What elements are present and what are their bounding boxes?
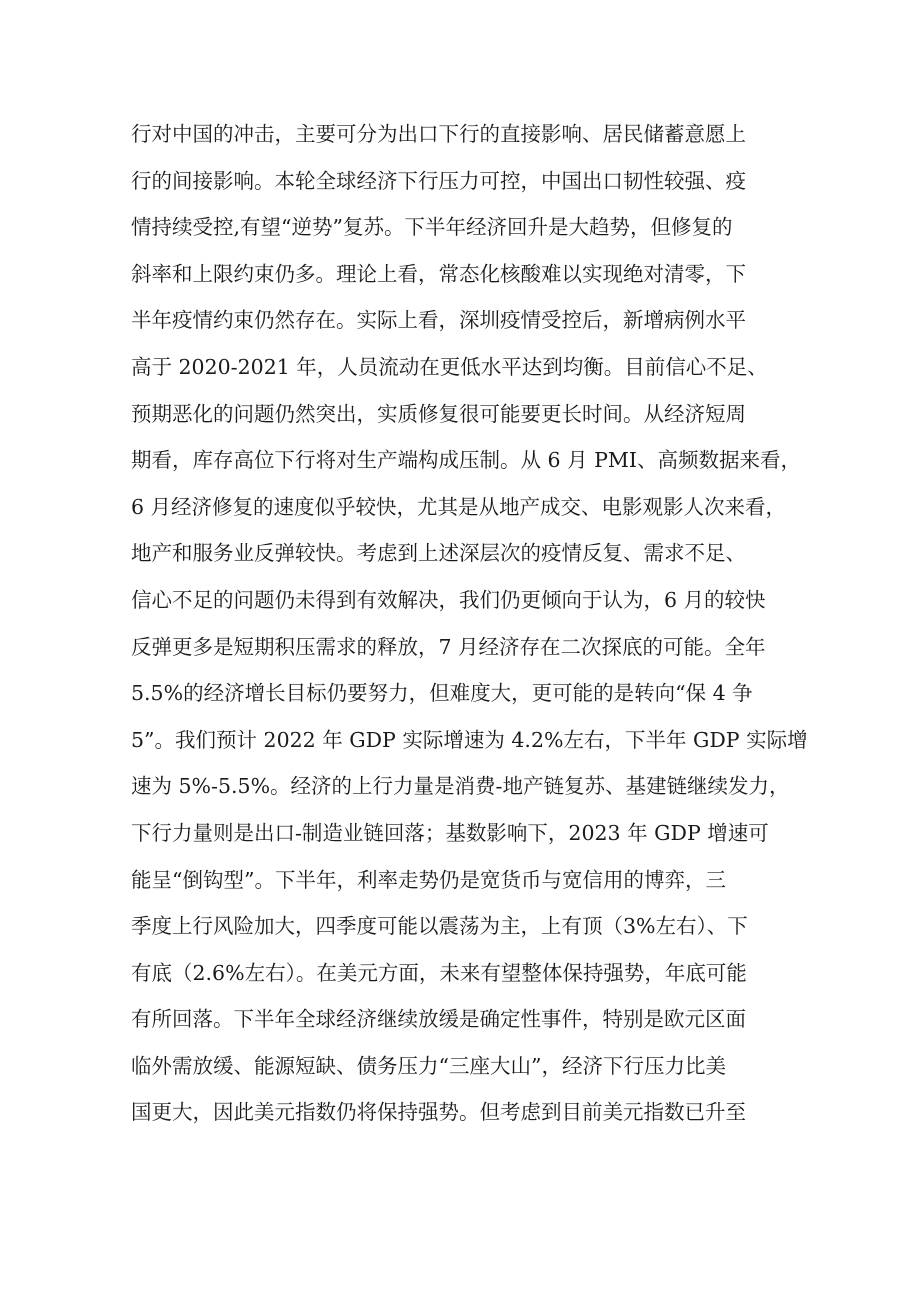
text-line: 地产和服务业反弹较快。考虑到上述深层次的疫情反复、需求不足、 — [131, 541, 746, 566]
text-line: 情持续受控,有望“逆势”复苏。下半年经济回升是大趋势，但修复的 — [131, 215, 733, 240]
text-line: 有底（2.6%左右）。在美元方面，未来有望整体保持强势，年底可能 — [131, 960, 747, 985]
text-line: 6 月经济修复的速度似乎较快，尤其是从地产成交、电影观影人次来看， — [131, 494, 787, 519]
text-line: 下行力量则是出口-制造业链回落；基数影响下，2023 年 GDP 增速可 — [131, 820, 769, 845]
text-line: 临外需放缓、能源短缺、债务压力“三座大山”，经济下行压力比美 — [131, 1053, 726, 1078]
text-line: 有所回落。下半年全球经济继续放缓是确定性事件，特别是欧元区面 — [131, 1007, 746, 1032]
text-line: 5.5%的经济增长目标仍要努力，但难度大，更可能的是转向“保 4 争 — [131, 681, 753, 706]
text-line: 国更大，因此美元指数仍将保持强势。但考虑到目前美元指数已升至 — [131, 1100, 746, 1125]
text-line: 能呈“倒钩型”。下半年，利率走势仍是宽货币与宽信用的博弈，三 — [131, 867, 726, 892]
text-line: 期看，库存高位下行将对生产端构成压制。从 6 月 PMI、高频数据来看， — [131, 448, 801, 473]
text-line: 行对中国的冲击，主要可分为出口下行的直接影响、居民储蓄意愿上 — [131, 122, 746, 146]
text-line: 高于 2020-2021 年，人员流动在更低水平达到均衡。目前信心不足、 — [131, 354, 768, 379]
text-line: 5”。我们预计 2022 年 GDP 实际增速为 4.2%左右，下半年 GDP 实际增 — [131, 727, 808, 752]
text-line: 速为 5%-5.5%。经济的上行力量是消费-地产链复苏、基建链继续发力， — [131, 774, 790, 799]
text-line: 反弹更多是短期积压需求的释放，7 月经济存在二次探底的可能。全年 — [131, 634, 766, 659]
text-line: 半年疫情约束仍然存在。实际上看，深圳疫情受控后，新增病例水平 — [131, 308, 746, 333]
text-line: 行的间接影响。本轮全球经济下行压力可控，中国出口韧性较强、疫 — [131, 168, 746, 193]
body-paragraph — [131, 111, 811, 1136]
text-line: 斜率和上限约束仍多。理论上看，常态化核酸难以实现绝对清零，下 — [131, 261, 746, 286]
text-line: 预期恶化的问题仍然突出，实质修复很可能要更长时间。从经济短周 — [131, 401, 746, 426]
text-line: 季度上行风险加大，四季度可能以震荡为主，上有顶（3%左右）、下 — [131, 914, 748, 939]
text-line: 信心不足的问题仍未得到有效解决，我们仍更倾向于认为，6 月的较快 — [131, 587, 766, 612]
